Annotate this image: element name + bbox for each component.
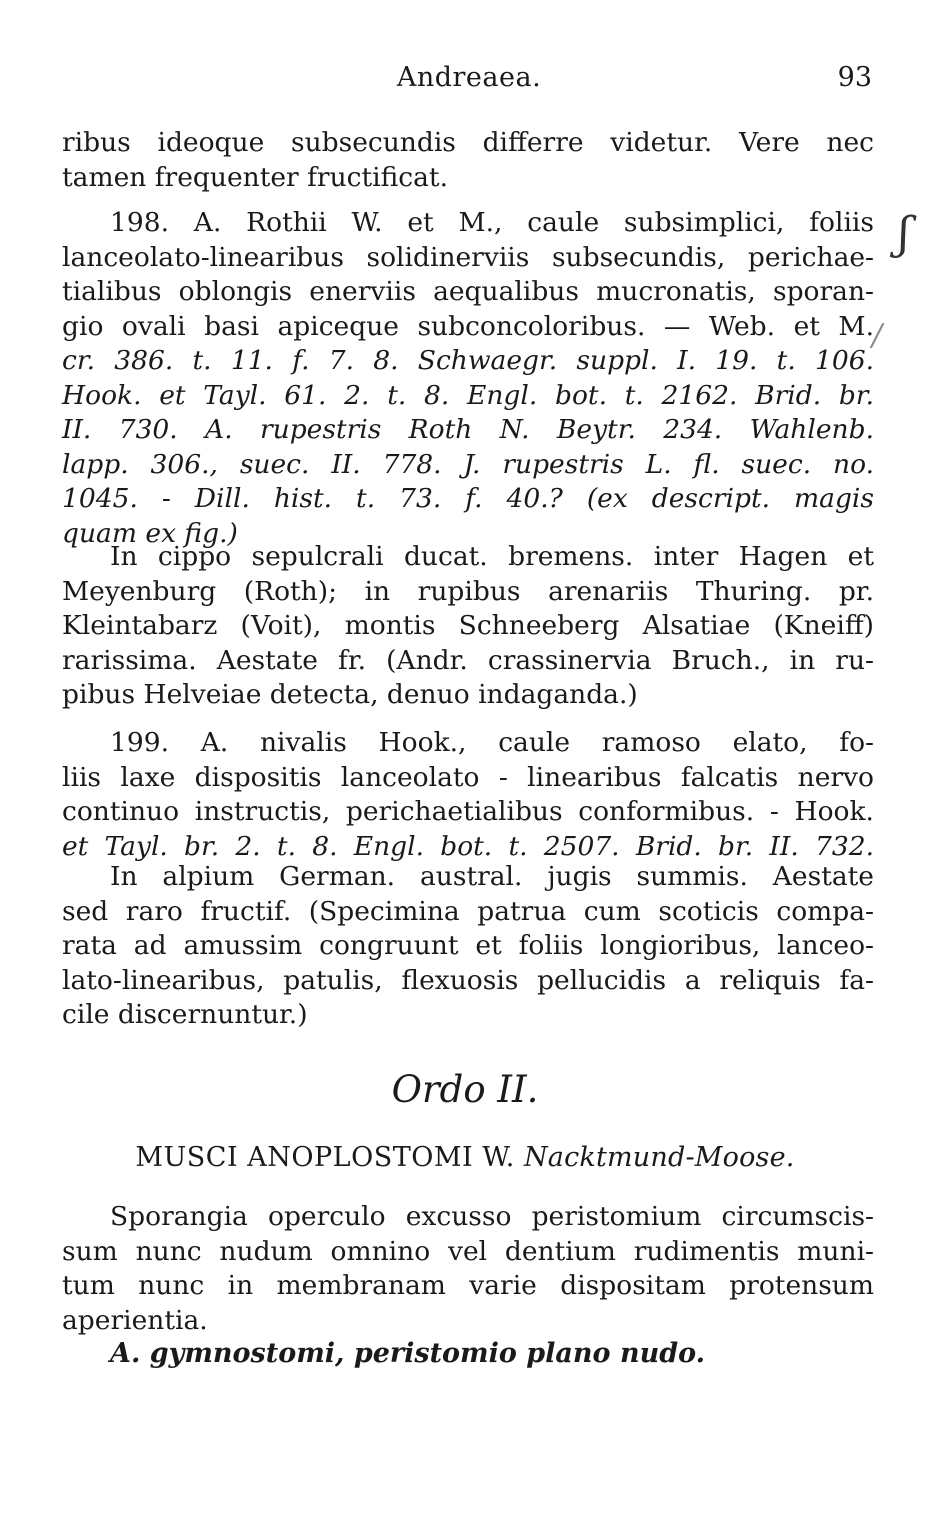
text-line: II. 730. A. rupestris Roth N. Beytr. 234. Wahlenb. xyxy=(62,414,874,445)
text-line: Meyenburg (Roth); in rupibus arenariis Thuring. pr. xyxy=(62,575,874,607)
text-line: 1045. - Dill. hist. t. 73. f. 40.? (ex descript. magis xyxy=(62,483,874,514)
text-line: rarissima. Aestate fr. (Andr. crassinervia Bruch., in ru- xyxy=(62,644,874,676)
species-heading-line: 199. A. nivalis Hook., caule ramoso elato, fo- xyxy=(110,727,874,758)
paragraph-continuation xyxy=(62,126,874,195)
text-line: In alpium German. austral. jugis summis. Aestate xyxy=(110,861,874,892)
text-line: lato-linearibus, patulis, flexuosis pellucidis a reliquis fa- xyxy=(62,964,874,996)
species-entry-199 xyxy=(62,726,874,864)
text-line: sum nunc nudum omnino vel dentium rudimentis muni- xyxy=(62,1235,874,1267)
margin-mark: / xyxy=(872,318,883,353)
text-line: cile discernuntur.) xyxy=(62,999,308,1030)
page-header xyxy=(62,62,876,102)
running-head: Andreaea. xyxy=(396,62,542,93)
text-line: pibus Helveiae detecta, denuo indaganda.) xyxy=(62,679,638,710)
text-line: ribus ideoque subsecundis differre videtur. Vere nec xyxy=(62,127,874,158)
text-line: tamen frequenter fructificat. xyxy=(62,161,449,193)
text-line: quam ex fig.) xyxy=(62,517,238,549)
text-line: continuo instructis, perichaetialibus conformibus. - Hook. xyxy=(62,796,874,827)
text-line: gio ovali basi apiceque subconcoloribus. — Web. et M. xyxy=(62,310,874,342)
text-line: rata ad amussim congruunt et foliis longioribus, lanceo- xyxy=(62,930,874,961)
text-line: tialibus oblongis enerviis aequalibus mucronatis, sporan- xyxy=(62,276,874,307)
species-heading-line: 198. A. Rothii W. et M., caule subsimplici, foliis xyxy=(110,207,874,238)
text-line: Hook. et Tayl. 61. 2. t. 8. Engl. bot. t. 2162. Brid. br. xyxy=(62,379,874,411)
margin-mark: ʃ xyxy=(898,208,910,259)
text-line: Sporangia operculo excusso peristomium circumscis- xyxy=(110,1201,874,1232)
page-number: 93 xyxy=(837,62,872,93)
habitat-paragraph-199 xyxy=(62,860,874,1033)
text-line: tum nunc in membranam varie dispositam protensum xyxy=(62,1270,874,1301)
text-line: et Tayl. br. 2. t. 8. Engl. bot. t. 2507. Brid. br. II. 732. xyxy=(62,830,874,862)
class-name: MUSCI ANOPLOSTOMI W. xyxy=(135,1142,515,1173)
text-line: lapp. 306., suec. II. 778. J. rupestris L. fl. suec. no. xyxy=(62,448,874,480)
text-line: cr. 386. t. 11. f. 7. 8. Schwaegr. suppl. I. 19. t. 106. xyxy=(62,345,874,376)
class-vernacular-name: Nacktmund-Moose. xyxy=(523,1142,795,1173)
subgroup-heading: A. gymnostomi, peristomio plano nudo. xyxy=(110,1338,706,1369)
habitat-paragraph-198 xyxy=(62,540,874,713)
text-line: lanceolato-linearibus solidinerviis subsecundis, perichae- xyxy=(62,241,874,273)
text-line: sed raro fructif. (Specimina patrua cum scoticis compa- xyxy=(62,895,874,927)
text-line: liis laxe dispositis lanceolato - linearibus falcatis nervo xyxy=(62,761,874,793)
text-line: In cippo sepulcrali ducat. bremens. inter Hagen et xyxy=(110,541,874,572)
text-line: aperientia. xyxy=(62,1304,208,1336)
class-heading xyxy=(0,1142,930,1173)
order-heading: Ordo II. xyxy=(391,1068,539,1111)
text-line: Kleintabarz (Voit), montis Schneeberg Alsatiae (Kneiff) xyxy=(62,610,874,641)
class-description xyxy=(62,1200,874,1338)
species-entry-198 xyxy=(62,206,874,551)
